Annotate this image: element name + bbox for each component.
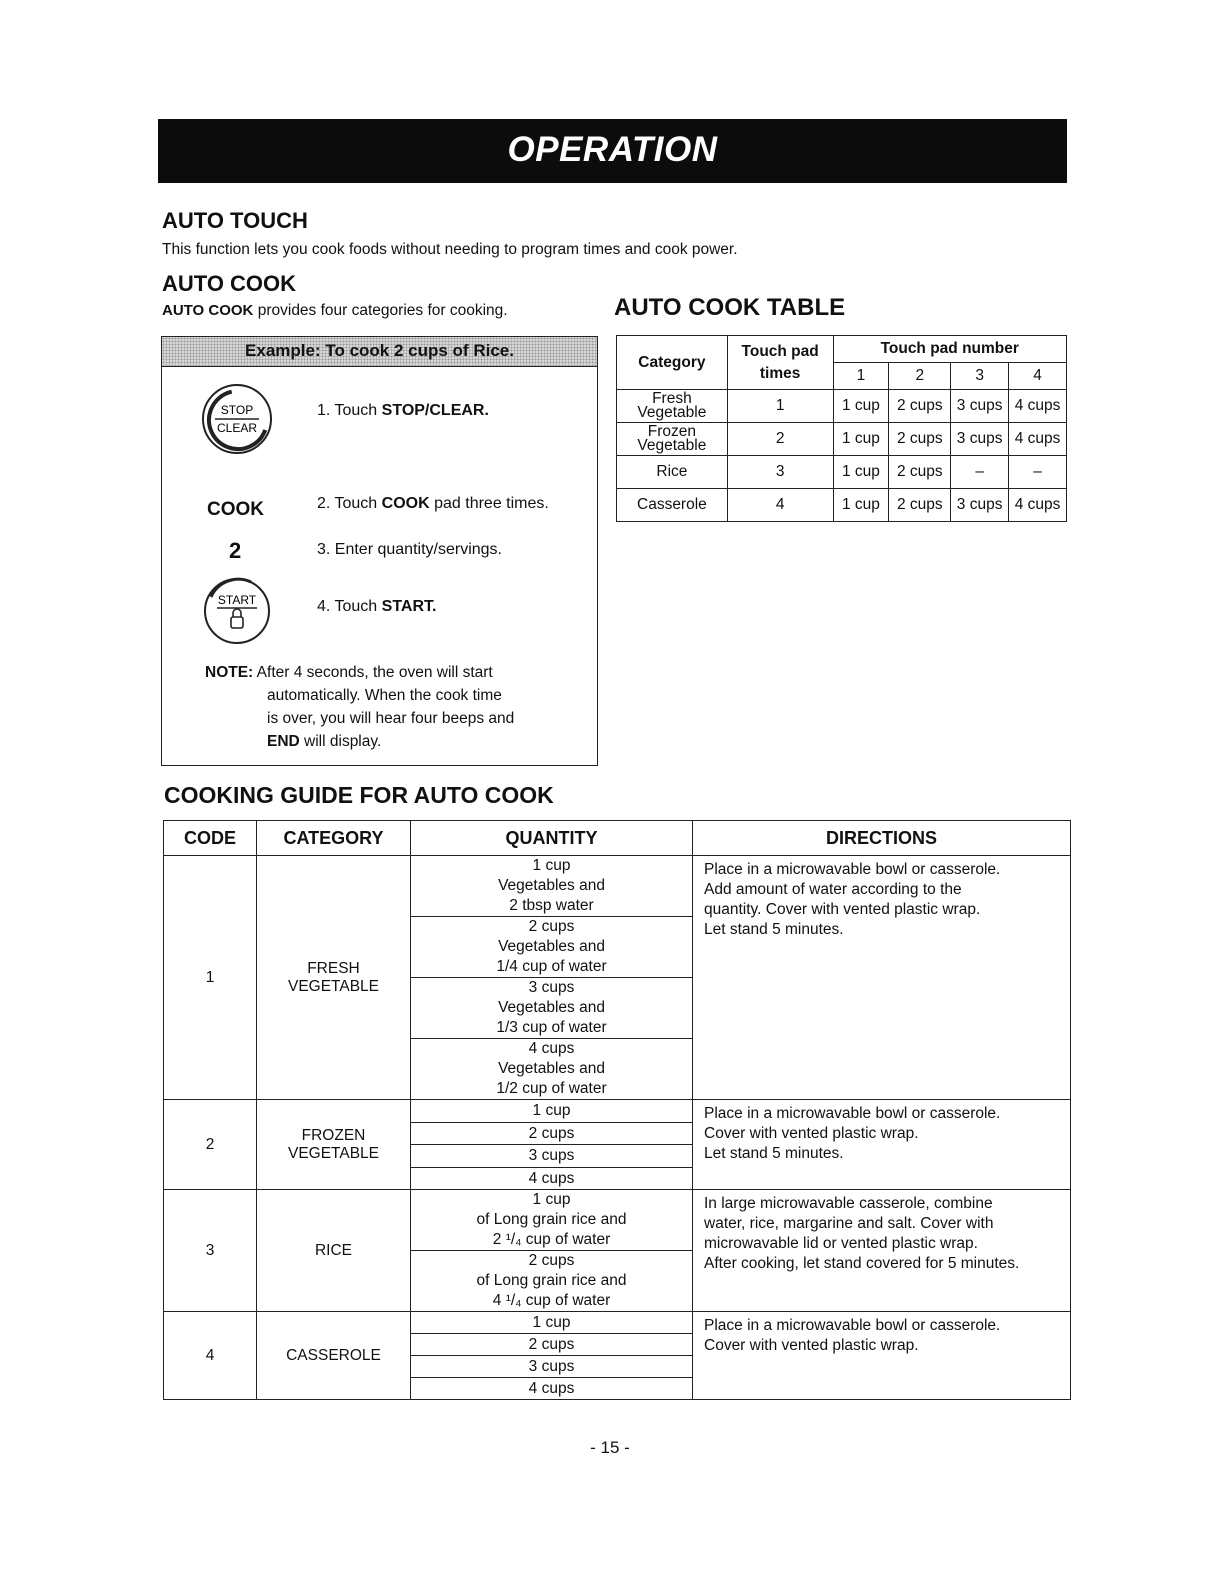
quantity-option bbox=[410, 917, 693, 978]
quantity-line: 1/4 cup of water bbox=[496, 958, 607, 975]
direction-line: Place in a microwavable bowl or casserole. bbox=[704, 861, 1001, 878]
category-cell: CASSEROLE bbox=[257, 1312, 411, 1400]
table-row bbox=[617, 390, 1067, 423]
direction-line: Let stand 5 minutes. bbox=[704, 1145, 844, 1162]
value-cell: 4 cups bbox=[1009, 423, 1067, 456]
quantity-cell bbox=[411, 1100, 693, 1190]
quantity-line: Vegetables and bbox=[498, 877, 605, 894]
quantity-line: of Long grain rice and bbox=[476, 1211, 627, 1228]
quantity-option: 2 cups bbox=[410, 1334, 693, 1356]
quantity-line: Vegetables and bbox=[498, 938, 605, 955]
auto-cook-intro-bold: AUTO COOK bbox=[162, 302, 254, 319]
table-row bbox=[164, 1312, 1071, 1400]
column-category: CATEGORY bbox=[257, 821, 411, 856]
step-2-bold: COOK bbox=[381, 495, 430, 512]
column-code: CODE bbox=[164, 821, 257, 856]
example-note bbox=[205, 661, 585, 753]
value-cell: 1 cup bbox=[833, 456, 889, 489]
code-cell: 3 bbox=[164, 1190, 257, 1312]
value-cell: 1 cup bbox=[833, 390, 889, 423]
start-icon-text: START bbox=[217, 593, 257, 607]
direction-line: water, rice, margarine and salt. Cover with bbox=[704, 1215, 994, 1232]
category-line-1: FRESH bbox=[307, 959, 360, 977]
auto-cook-intro bbox=[162, 302, 508, 320]
example-step-1 bbox=[317, 402, 489, 420]
category-line-1: Fresh bbox=[652, 390, 692, 407]
direction-line: Place in a microwavable bowl or casserole. bbox=[704, 1105, 1001, 1122]
note-end-text: will display. bbox=[304, 733, 382, 750]
quantity-line: Vegetables and bbox=[498, 999, 605, 1016]
header-category: Category bbox=[617, 336, 728, 390]
example-step-4 bbox=[317, 598, 436, 616]
category-cell: Casserole bbox=[617, 489, 728, 522]
quantity-line: 2 cups bbox=[528, 918, 575, 935]
header-times-line-1: Touch pad bbox=[741, 342, 819, 360]
header-times-line-2: times bbox=[759, 364, 801, 382]
note-line-1: After 4 seconds, the oven will start bbox=[256, 664, 493, 681]
page-title: OPERATION bbox=[507, 130, 718, 169]
step-2-suffix: pad three times. bbox=[434, 495, 549, 512]
category-cell bbox=[617, 390, 728, 423]
header-touch-pad-number: Touch pad number bbox=[833, 336, 1067, 363]
direction-line: Let stand 5 minutes. bbox=[704, 921, 844, 938]
table-row bbox=[617, 489, 1067, 522]
directions-cell bbox=[693, 1100, 1071, 1190]
times-cell: 4 bbox=[727, 489, 833, 522]
page-number: - 15 - bbox=[590, 1438, 630, 1457]
number-1: 1 bbox=[833, 363, 889, 390]
cooking-guide-heading: COOKING GUIDE FOR AUTO COOK bbox=[164, 782, 554, 808]
quantity-line: 1 cup bbox=[532, 857, 571, 874]
column-quantity: QUANTITY bbox=[411, 821, 693, 856]
number-2: 2 bbox=[889, 363, 951, 390]
column-directions: DIRECTIONS bbox=[693, 821, 1071, 856]
table-row bbox=[164, 1190, 1071, 1312]
stop-clear-icon bbox=[199, 381, 275, 457]
quantity-line: 4 ¹/₄ cup of water bbox=[492, 1292, 611, 1309]
table-row bbox=[164, 1100, 1071, 1190]
step-2-text: 2. Touch bbox=[317, 495, 378, 512]
quantity-line: of Long grain rice and bbox=[476, 1272, 627, 1289]
stop-icon-text: STOP bbox=[220, 403, 254, 417]
value-cell: 2 cups bbox=[889, 456, 951, 489]
example-step-2 bbox=[317, 495, 549, 513]
quantity-option bbox=[410, 1190, 693, 1251]
category-cell: RICE bbox=[257, 1190, 411, 1312]
times-cell: 3 bbox=[727, 456, 833, 489]
direction-line: Cover with vented plastic wrap. bbox=[704, 1337, 919, 1354]
table-row bbox=[617, 423, 1067, 456]
category-line-2: VEGETABLE bbox=[287, 1144, 380, 1162]
direction-line: After cooking, let stand covered for 5 minutes. bbox=[704, 1255, 1020, 1272]
times-cell: 1 bbox=[727, 390, 833, 423]
cook-label: COOK bbox=[207, 499, 264, 520]
value-cell: 4 cups bbox=[1009, 489, 1067, 522]
code-cell: 1 bbox=[164, 856, 257, 1100]
category-line-2: Vegetable bbox=[637, 437, 707, 454]
quantity-option bbox=[410, 978, 693, 1039]
category-cell: Rice bbox=[617, 456, 728, 489]
auto-touch-heading: AUTO TOUCH bbox=[162, 208, 308, 233]
value-cell: 2 cups bbox=[889, 489, 951, 522]
note-line-2: automatically. When the cook time bbox=[267, 687, 502, 704]
quantity-line: 1/3 cup of water bbox=[496, 1019, 607, 1036]
step-1-text: 1. Touch bbox=[317, 402, 378, 419]
quantity-line: 2 cups bbox=[528, 1252, 575, 1269]
auto-cook-intro-text: provides four categories for cooking. bbox=[257, 302, 508, 319]
quantity-option: 3 cups bbox=[410, 1145, 693, 1168]
quantity-label: 2 bbox=[229, 538, 242, 563]
code-cell: 2 bbox=[164, 1100, 257, 1190]
direction-line: Add amount of water according to the bbox=[704, 881, 962, 898]
value-cell: 2 cups bbox=[889, 390, 951, 423]
quantity-line: 4 cups bbox=[528, 1040, 575, 1057]
value-cell: 3 cups bbox=[951, 489, 1009, 522]
auto-cook-heading: AUTO COOK bbox=[162, 271, 297, 296]
times-cell: 2 bbox=[727, 423, 833, 456]
value-cell: – bbox=[1009, 456, 1067, 489]
quantity-cell bbox=[411, 856, 693, 1100]
auto-touch-description: This function lets you cook foods without needing to program times and cook power. bbox=[162, 241, 738, 258]
table-row bbox=[617, 456, 1067, 489]
code-cell: 4 bbox=[164, 1312, 257, 1400]
direction-line: Cover with vented plastic wrap. bbox=[704, 1125, 919, 1142]
step-4-text: 4. Touch bbox=[317, 598, 378, 615]
note-label: NOTE: bbox=[205, 664, 254, 681]
direction-line: Place in a microwavable bowl or casserole. bbox=[704, 1317, 1001, 1334]
cooking-guide-table bbox=[163, 820, 1071, 1400]
note-end-bold: END bbox=[267, 733, 300, 750]
auto-cook-table-heading: AUTO COOK TABLE bbox=[614, 294, 846, 321]
directions-cell bbox=[693, 1190, 1071, 1312]
value-cell: 3 cups bbox=[951, 390, 1009, 423]
direction-line: In large microwavable casserole, combine bbox=[704, 1195, 993, 1212]
value-cell: 2 cups bbox=[889, 423, 951, 456]
direction-line: microwavable lid or vented plastic wrap. bbox=[704, 1235, 978, 1252]
category-cell bbox=[257, 1100, 411, 1190]
example-box bbox=[161, 336, 598, 766]
quantity-option: 1 cup bbox=[410, 1100, 693, 1123]
quantity-cell bbox=[411, 1312, 693, 1400]
value-cell: 4 cups bbox=[1009, 390, 1067, 423]
category-cell bbox=[617, 423, 728, 456]
page-title-banner bbox=[158, 119, 1067, 183]
value-cell: 1 cup bbox=[833, 489, 889, 522]
category-line-2: Vegetable bbox=[637, 404, 707, 421]
category-line-2: VEGETABLE bbox=[287, 977, 380, 995]
step-4-bold: START. bbox=[381, 598, 437, 615]
quantity-line: 1/2 cup of water bbox=[496, 1080, 607, 1097]
number-4: 4 bbox=[1009, 363, 1067, 390]
note-line-4 bbox=[205, 730, 585, 753]
clear-icon-text: CLEAR bbox=[216, 421, 258, 435]
auto-cook-table bbox=[616, 335, 1067, 522]
quantity-option bbox=[410, 1251, 693, 1311]
value-cell: 3 cups bbox=[951, 423, 1009, 456]
number-3: 3 bbox=[951, 363, 1009, 390]
quantity-option: 2 cups bbox=[410, 1123, 693, 1146]
quantity-option: 1 cup bbox=[410, 1312, 693, 1334]
quantity-line: Vegetables and bbox=[498, 1060, 605, 1077]
category-line-1: Frozen bbox=[647, 423, 697, 440]
step-1-bold: STOP/CLEAR. bbox=[381, 402, 489, 419]
directions-cell bbox=[693, 1312, 1071, 1400]
quantity-option bbox=[410, 856, 693, 917]
category-cell bbox=[257, 856, 411, 1100]
quantity-option: 3 cups bbox=[410, 1356, 693, 1378]
value-cell: – bbox=[951, 456, 1009, 489]
quantity-option bbox=[410, 1039, 693, 1099]
quantity-line: 1 cup bbox=[532, 1191, 571, 1208]
example-step-3: 3. Enter quantity/servings. bbox=[317, 541, 502, 558]
quantity-option: 4 cups bbox=[528, 1380, 575, 1397]
example-title: Example: To cook 2 cups of Rice. bbox=[162, 337, 597, 367]
directions-cell bbox=[693, 856, 1071, 1100]
note-line-3: is over, you will hear four beeps and bbox=[267, 710, 515, 727]
value-cell: 1 cup bbox=[833, 423, 889, 456]
quantity-line: 2 tbsp water bbox=[509, 897, 594, 914]
quantity-option: 4 cups bbox=[528, 1169, 575, 1187]
start-icon bbox=[201, 575, 273, 647]
quantity-line: 2 ¹/₄ cup of water bbox=[492, 1231, 611, 1248]
table-row bbox=[164, 856, 1071, 1100]
header-touch-pad-times bbox=[727, 336, 833, 390]
category-line-1: FROZEN bbox=[301, 1126, 366, 1144]
direction-line: quantity. Cover with vented plastic wrap. bbox=[704, 901, 981, 918]
quantity-cell bbox=[411, 1190, 693, 1312]
quantity-line: 3 cups bbox=[528, 979, 575, 996]
